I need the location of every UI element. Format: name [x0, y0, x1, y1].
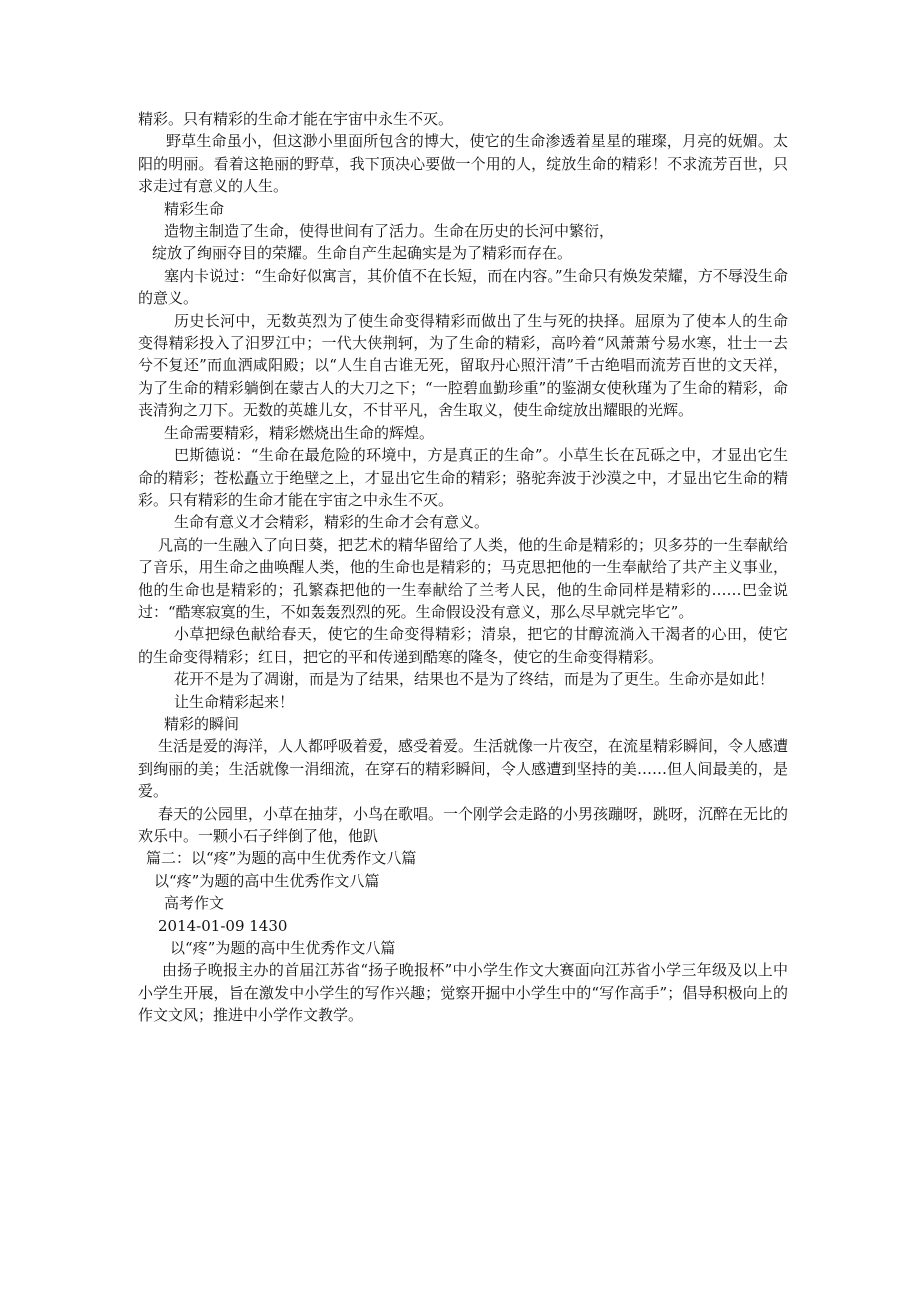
paragraph: 小草把绿色献给春天，使它的生命变得精彩；清泉，把它的甘醇流淌入干渴者的心田，使它的生命变得精彩；红日，把它的平和传递到酷寒的隆冬，使它的生命变得精彩。 [138, 625, 788, 666]
paragraph: 塞内卡说过：“生命好似寓言，其价值不在长短，而在内容。”生命只有焕发荣耀，方不辱没生命的意义。 [138, 266, 788, 308]
paragraph: 花开不是为了凋谢，而是为了结果，结果也不是为了终结，而是为了更生。生命亦是如此！ [174, 670, 775, 689]
paragraph: 由扬子晚报主办的首届江苏省“扬子晚报杯”中小学生作文大赛面向江苏省小学三年级及以上中小学生开展，旨在激发中小学生的写作兴趣；觉察开掘中小学生中的“写作高手”；倡导积极向上的作文文风；推进中小学作文教学。 [138, 961, 788, 1025]
paragraph: 历史长河中，无数英烈为了使生命变得精彩而做出了生与死的抉择。屈原为了使本人的生命变得精彩投入了汨罗江中；一代大侠荆轲，为了生命的精彩，高吟着“风萧萧兮易水寒，壮士一去兮不复还”而血洒咸阳殿；以“人生自古谁无死，留取丹心照汗清”千古绝唱而流芳百世的文天祥，为了生命的精彩躺倒在蒙古人的大刀之下；“一腔碧血勤珍重”的鉴湖女使秋瑾为了生命的精彩，命丧清狗之刀下。无数的英雄儿女，不甘平凡，舍生取义，使生命绽放出耀眼的光辉。 [138, 311, 788, 420]
paragraph: 春天的公园里，小草在抽芽，小鸟在歌唱。一个刚学会走路的小男孩蹦呀，跳呀，沉醉在无比的欢乐中。一颗小石子绊倒了他，他趴 [138, 804, 789, 845]
paragraph: 造物主制造了生命，使得世间有了活力。生命在历史的长河中繁衍， [164, 222, 615, 241]
paragraph: 巴斯德说：“生命在最危险的环境中，方是真正的生命”。小草生长在瓦砾之中，才显出它生命的精彩；苍松矗立于绝壁之上，才显出它生命的精彩；骆驼奔波于沙漠之中，才显出它生命的精彩。只有精彩的生命才能在宇宙之中永生不灭。 [138, 446, 788, 509]
section-heading: 精彩生命 [164, 199, 225, 218]
paragraph: 野草生命虽小，但这渺小里面所包含的博大，使它的生命渗透着星星的璀璨，月亮的妩媚。太阳的明丽。看着这艳丽的野草，我下顶决心要做一个用的人，绽放生命的精彩！不求流芳百世，只求走过有意义的人生。 [138, 132, 788, 196]
paragraph: 生命需要精彩，精彩燃烧出生命的辉煌。 [164, 423, 435, 442]
date-label: 2014-01-09 1430 [158, 916, 288, 935]
paragraph: 生活是爱的海洋，人人都呼吸着爱，感受着爱。生活就像一片夜空，在流星精彩瞬间，令人感遭到绚丽的美；生活就像一涓细流，在穿石的精彩瞬间，令人感遭到坚持的美……但人间最美的，是爱。 [138, 737, 789, 801]
article-title: 篇二：以“疼”为题的高中生优秀作文八篇 [146, 849, 417, 868]
document-body [138, 108, 788, 1027]
category-label: 高考作文 [164, 894, 225, 913]
paragraph: 生命有意义才会精彩，精彩的生命才会有意义。 [174, 513, 490, 532]
article-title: 以“疼”为题的高中生优秀作文八篇 [154, 871, 380, 890]
paragraph: 让生命精彩起来！ [174, 692, 295, 711]
paragraph: 绽放了绚丽夺目的荣耀。生命自产生起确实是为了精彩而存在。 [152, 244, 573, 263]
section-heading: 精彩的瞬间 [164, 714, 240, 733]
article-title: 以“疼”为题的高中生优秀作文八篇 [170, 939, 396, 958]
paragraph: 凡高的一生融入了向日葵，把艺术的精华留给了人类，他的生命是精彩的；贝多芬的一生奉献给了音乐，用生命之曲唤醒人类，他的生命也是精彩的；马克思把他的一生奉献给了共产主义事业，他的生命也是精彩的；孔繁森把他的一生奉献给了兰考人民，他的生命同样是精彩的……巴金说过：“酷寒寂寞的生，不如轰轰烈烈的死。生命假设没有意义，那么尽早就完毕它”。 [138, 535, 789, 621]
paragraph: 精彩。只有精彩的生命才能在宇宙中永生不灭。 [138, 110, 454, 128]
